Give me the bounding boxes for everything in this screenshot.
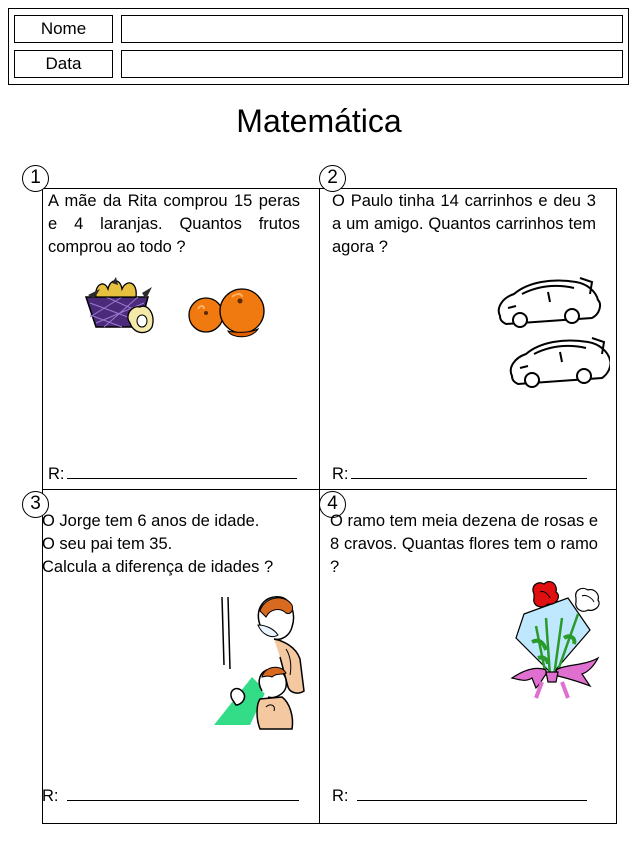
- question-3-line-3: Calcula a diferença de idades ?: [42, 558, 274, 576]
- fruit-basket-icon: [82, 275, 274, 345]
- question-1-text: A mãe da Rita comprou 15 peras e 4 laranjas. Quantos frutos comprou ao todo ?: [48, 192, 300, 256]
- question-number-4: 4: [319, 491, 346, 518]
- question-number-1: 1: [22, 165, 49, 192]
- question-2-text: O Paulo tinha 14 carrinhos e deu 3 a um amigo. Quantos carrinhos tem agora ?: [332, 192, 596, 256]
- question-4-answer[interactable]: [332, 786, 587, 806]
- answer-line-1[interactable]: [67, 464, 297, 479]
- question-2-answer[interactable]: [332, 464, 587, 484]
- question-3-text: [42, 510, 273, 579]
- answer-label-4: R:: [332, 787, 349, 805]
- answer-line-4[interactable]: [357, 786, 587, 801]
- answer-line-3[interactable]: [67, 786, 299, 801]
- question-4-text: O ramo tem meia dezena de rosas e 8 cravos. Quantas flores tem o ramo ?: [330, 512, 598, 576]
- question-number-2: 2: [319, 165, 346, 192]
- answer-label-3: R:: [42, 787, 59, 805]
- question-3-line-2: O seu pai tem 35.: [42, 535, 173, 553]
- name-label: Nome: [14, 15, 113, 43]
- flower-bouquet-icon: [506, 578, 608, 700]
- answer-label-1: R:: [48, 465, 65, 483]
- question-number-3: 3: [22, 491, 49, 518]
- question-3-answer[interactable]: [42, 786, 299, 806]
- toy-cars-icon: [492, 272, 610, 390]
- name-field[interactable]: [121, 15, 623, 43]
- date-label: Data: [14, 50, 113, 78]
- answer-label-2: R:: [332, 465, 349, 483]
- father-son-shaving-icon: [210, 595, 310, 733]
- answer-line-2[interactable]: [351, 464, 587, 479]
- question-1-answer[interactable]: [48, 464, 297, 484]
- page-title: Matemática: [236, 103, 402, 139]
- grid-horizontal-divider: [42, 489, 617, 490]
- question-3-line-1: O Jorge tem 6 anos de idade.: [42, 512, 260, 530]
- date-field[interactable]: [121, 50, 623, 78]
